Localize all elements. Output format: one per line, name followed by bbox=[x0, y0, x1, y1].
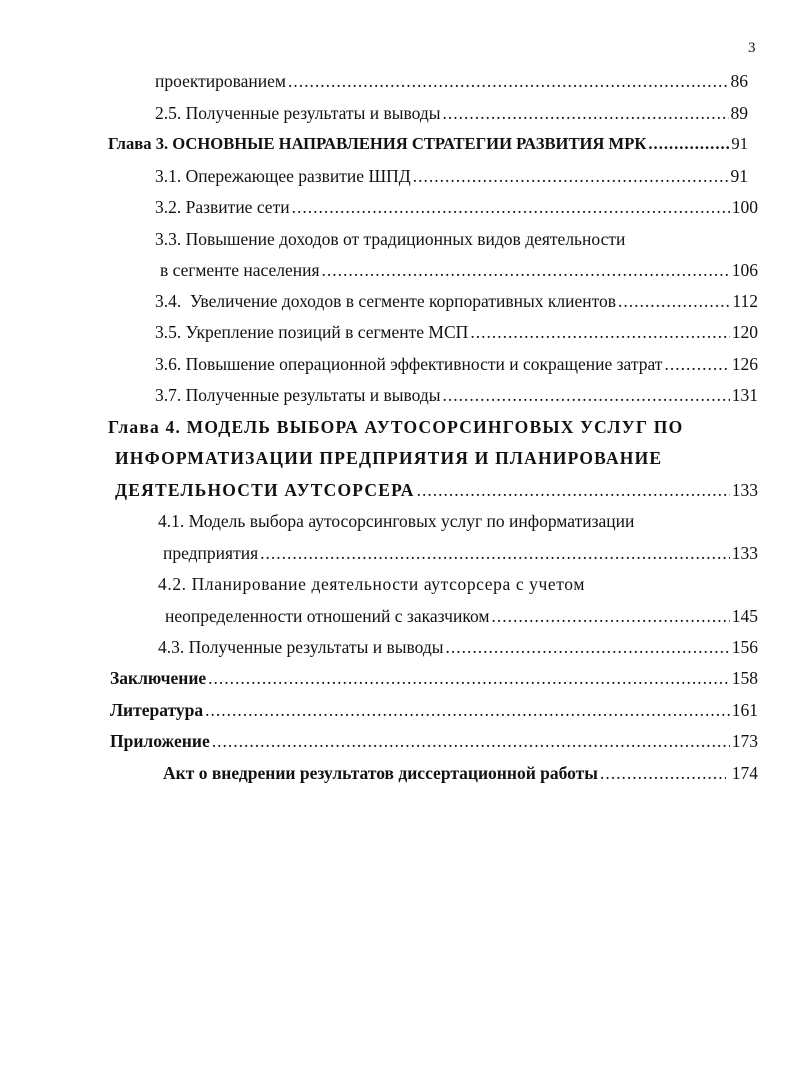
toc-entry-continued bbox=[155, 227, 748, 251]
toc-leader-dots bbox=[417, 478, 730, 502]
toc-appendix-title: Акт о внедрении результатов диссертационной работы bbox=[163, 763, 598, 783]
toc-entry-title: 3.1. Опережающее развитие ШПД bbox=[155, 166, 411, 186]
toc-entry-title: 3.5. Укрепление позиций в сегменте МСП bbox=[155, 322, 469, 342]
toc-entry bbox=[163, 541, 758, 565]
toc-entry-page: 100 bbox=[731, 197, 758, 217]
toc-entry-title: 4.3. Полученные результаты и выводы bbox=[158, 637, 444, 657]
page-number: 3 bbox=[748, 40, 756, 56]
toc-entry-page: 91 bbox=[730, 166, 748, 186]
toc-appendix-entry bbox=[163, 761, 758, 785]
toc-entry-page: 156 bbox=[731, 637, 758, 657]
toc-entry-title: 3.6. Повышение операционной эффективности и сокращение затрат bbox=[155, 354, 663, 374]
toc-entry-page: 133 bbox=[731, 480, 758, 500]
toc-chapter-title: Глава 3. ОСНОВНЫЕ НАПРАВЛЕНИЯ СТРАТЕГИИ РАЗВИТИЯ МРК bbox=[108, 134, 647, 153]
toc-entry bbox=[155, 320, 758, 344]
toc-leader-dots bbox=[260, 541, 730, 565]
toc-entry-page: 106 bbox=[731, 260, 758, 280]
toc-leader-dots bbox=[443, 383, 730, 407]
toc-leader-dots bbox=[205, 698, 730, 722]
toc-entry-title: 4.1. Модель выбора аутосорсинговых услуг по информатизации bbox=[158, 511, 635, 531]
toc-chapter-entry bbox=[108, 415, 748, 439]
toc-entry-title: 4.2. Планирование деятельности аутсорсера с учетом bbox=[158, 574, 585, 594]
toc-leader-dots bbox=[470, 320, 729, 344]
toc-section-entry bbox=[110, 698, 758, 722]
toc-leader-dots bbox=[618, 289, 730, 313]
toc-section-title: Литература bbox=[110, 700, 204, 720]
toc-entry-page: 91 bbox=[731, 134, 748, 153]
toc-entry-title: 2.5. Полученные результаты и выводы bbox=[155, 103, 441, 123]
toc-leader-dots bbox=[288, 69, 728, 93]
toc-chapter-entry bbox=[108, 132, 748, 156]
toc-leader-dots bbox=[212, 729, 730, 753]
toc-entry-page: 131 bbox=[731, 385, 758, 405]
toc-entry bbox=[155, 164, 748, 188]
toc-entry-page: 126 bbox=[731, 354, 758, 374]
toc-entry bbox=[155, 69, 748, 93]
toc-entry-title: предприятия bbox=[163, 543, 259, 563]
toc-entry-title: 3.3. Повышение доходов от традиционных видов деятельности bbox=[155, 229, 626, 249]
toc-entry-page: 112 bbox=[732, 291, 758, 311]
toc-entry-page: 174 bbox=[731, 763, 758, 783]
toc-chapter-title: ДЕЯТЕЛЬНОСТИ АУТСОРСЕРА bbox=[115, 480, 415, 500]
toc-entry-page: 161 bbox=[731, 700, 758, 720]
toc-leader-dots bbox=[208, 666, 730, 690]
toc-entry bbox=[165, 604, 758, 628]
toc-entry bbox=[155, 383, 758, 407]
toc-entry-title: 3.2. Развитие сети bbox=[155, 197, 290, 217]
toc-entry bbox=[160, 258, 758, 282]
toc-entry-title: проектированием bbox=[155, 71, 287, 91]
toc-entry-title: 3.4. Увеличение доходов в сегменте корпоративных клиентов bbox=[155, 291, 617, 311]
toc-leader-dots bbox=[648, 132, 729, 156]
toc-section-title: Заключение bbox=[110, 668, 207, 688]
toc-leader-dots bbox=[443, 101, 729, 125]
toc-entry-continued bbox=[158, 572, 748, 596]
toc-entry bbox=[155, 101, 748, 125]
toc-entry-page: 145 bbox=[731, 606, 758, 626]
toc-entry-page: 86 bbox=[730, 71, 748, 91]
toc-entry-continued bbox=[158, 509, 748, 533]
toc-entry-page: 120 bbox=[731, 322, 758, 342]
toc-entry-page: 133 bbox=[731, 543, 758, 563]
toc-chapter-entry-continued bbox=[115, 446, 748, 470]
toc-entry bbox=[155, 195, 758, 219]
toc-chapter-entry-continued bbox=[115, 478, 758, 502]
toc-leader-dots bbox=[446, 635, 730, 659]
toc-leader-dots bbox=[292, 195, 730, 219]
toc-leader-dots bbox=[322, 258, 730, 282]
toc-entry bbox=[155, 289, 758, 313]
toc-entry-title: 3.7. Полученные результаты и выводы bbox=[155, 385, 441, 405]
toc-entry bbox=[158, 635, 758, 659]
toc-entry-title: неопределенности отношений с заказчиком bbox=[165, 606, 490, 626]
toc-chapter-title: ИНФОРМАТИЗАЦИИ ПРЕДПРИЯТИЯ И ПЛАНИРОВАНИЕ bbox=[115, 448, 663, 468]
toc-entry-page: 158 bbox=[731, 668, 758, 688]
toc-entry-page: 173 bbox=[731, 731, 758, 751]
toc-entry-page: 89 bbox=[730, 103, 748, 123]
toc-section-entry bbox=[110, 729, 758, 753]
toc-chapter-title: Глава 4. МОДЕЛЬ ВЫБОРА АУТОСОРСИНГОВЫХ УСЛУГ ПО bbox=[108, 417, 684, 437]
toc-leader-dots bbox=[491, 604, 729, 628]
toc-section-entry bbox=[110, 666, 758, 690]
toc-leader-dots bbox=[413, 164, 729, 188]
toc-entry bbox=[155, 352, 758, 376]
toc-section-title: Приложение bbox=[110, 731, 210, 751]
toc-leader-dots bbox=[600, 761, 726, 785]
toc-entry-title: в сегменте населения bbox=[160, 260, 320, 280]
toc-leader-dots bbox=[664, 352, 729, 376]
